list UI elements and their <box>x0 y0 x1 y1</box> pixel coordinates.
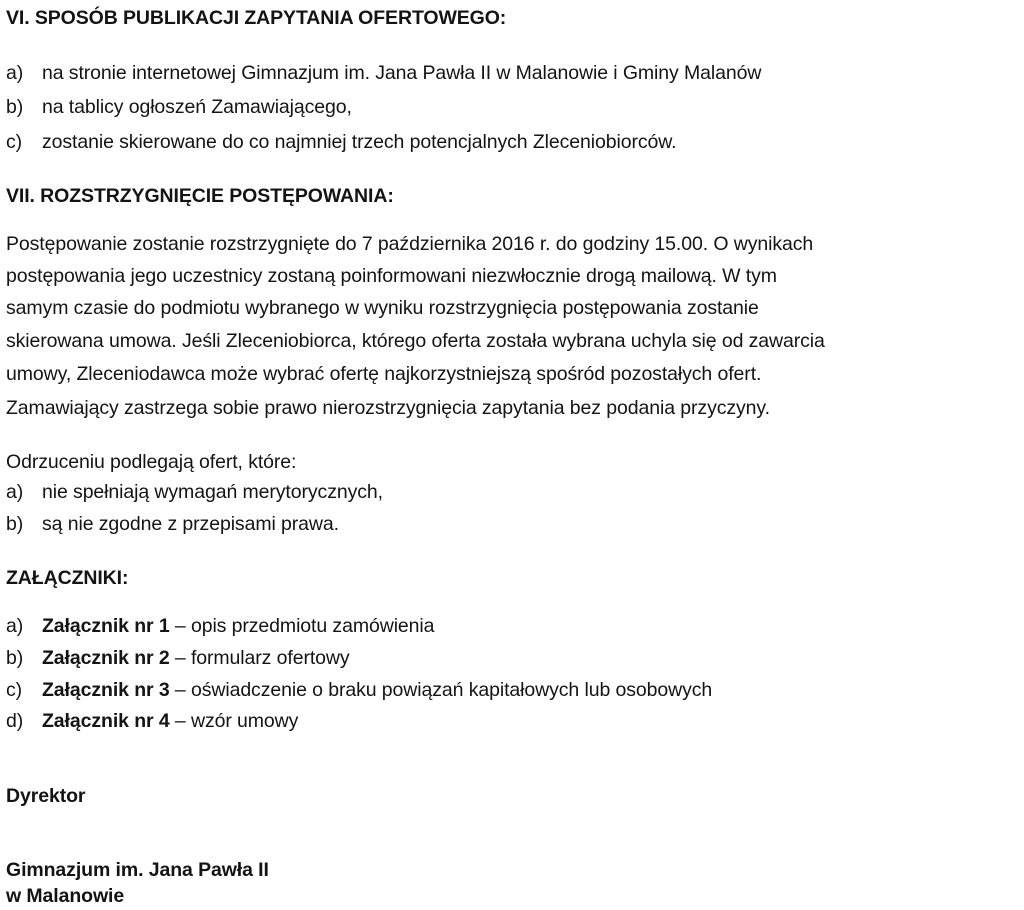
list-item-label: c) <box>6 679 23 701</box>
paragraph-line: postępowania jego uczestnicy zostaną poinformowani niezwłocznie drogą mailową. W tym <box>6 265 777 287</box>
list-item-label: b) <box>6 647 24 669</box>
attachment-name: Załącznik nr 4 <box>42 710 170 732</box>
list-item <box>6 95 352 119</box>
list-item-label: a) <box>6 62 24 84</box>
attachment-description: – wzór umowy <box>169 710 299 732</box>
list-item-label: a) <box>6 481 24 503</box>
attachment-item <box>6 678 712 702</box>
list-item-text: zostanie skierowane do co najmniej trzech potencjalnych Zleceniobiorców. <box>42 131 677 153</box>
paragraph-line: Zamawiający zastrzega sobie prawo nierozstrzygnięcia zapytania bez podania przyczyny. <box>6 397 770 419</box>
attachment-name: Załącznik nr 1 <box>42 615 170 637</box>
section-7-heading: VII. ROZSTRZYGNIĘCIE POSTĘPOWANIA: <box>6 185 394 207</box>
list-item-text: na tablicy ogłoszeń Zamawiającego, <box>42 96 352 118</box>
list-item <box>6 480 383 504</box>
list-item-label: b) <box>6 513 24 535</box>
attachment-description: – oświadczenie o braku powiązań kapitałowych lub osobowych <box>169 679 713 701</box>
list-item-label: b) <box>6 96 24 118</box>
rejection-intro: Odrzuceniu podlegają ofert, które: <box>6 451 297 473</box>
list-item-text: nie spełniają wymagań merytorycznych, <box>42 481 383 503</box>
list-item-text: na stronie internetowej Gimnazjum im. Jana Pawła II w Malanowie i Gminy Malanów <box>42 62 762 84</box>
list-item-label: a) <box>6 615 24 637</box>
signature-org-line-2: w Malanowie <box>6 885 125 907</box>
list-item-text: są nie zgodne z przepisami prawa. <box>42 513 339 535</box>
attachment-description: – formularz ofertowy <box>174 647 350 669</box>
section-6-heading: VI. SPOSÓB PUBLIKACJI ZAPYTANIA OFERTOWEGO: <box>6 7 507 29</box>
attachment-name: Załącznik nr 3 <box>42 679 170 701</box>
paragraph-line: samym czasie do podmiotu wybranego w wyniku rozstrzygnięcia postępowania zostanie <box>6 297 759 319</box>
paragraph-line: Postępowanie zostanie rozstrzygnięte do 7 października 2016 r. do godziny 15.00. O wynikach <box>6 233 814 255</box>
list-item-label: c) <box>6 131 23 153</box>
attachment-item <box>6 614 434 638</box>
list-item <box>6 512 339 536</box>
signature-org-line-1: Gimnazjum im. Jana Pawła II <box>6 859 269 881</box>
paragraph-line: umowy, Zleceniodawca może wybrać ofertę najkorzystniejszą spośród pozostałych ofert. <box>6 363 762 385</box>
paragraph-line: skierowana umowa. Jeśli Zleceniobiorca, którego oferta została wybrana uchyla się od zawarcia <box>6 330 825 352</box>
signature-title: Dyrektor <box>6 785 86 807</box>
attachment-name: Załącznik nr 2 <box>42 647 175 669</box>
attachments-heading: ZAŁĄCZNIKI: <box>6 567 129 589</box>
list-item-label: d) <box>6 710 24 732</box>
list-item <box>6 130 676 154</box>
attachment-item <box>6 646 350 670</box>
attachment-item <box>6 709 298 733</box>
attachment-description: – opis przedmiotu zamówienia <box>169 615 435 637</box>
list-item <box>6 61 761 85</box>
